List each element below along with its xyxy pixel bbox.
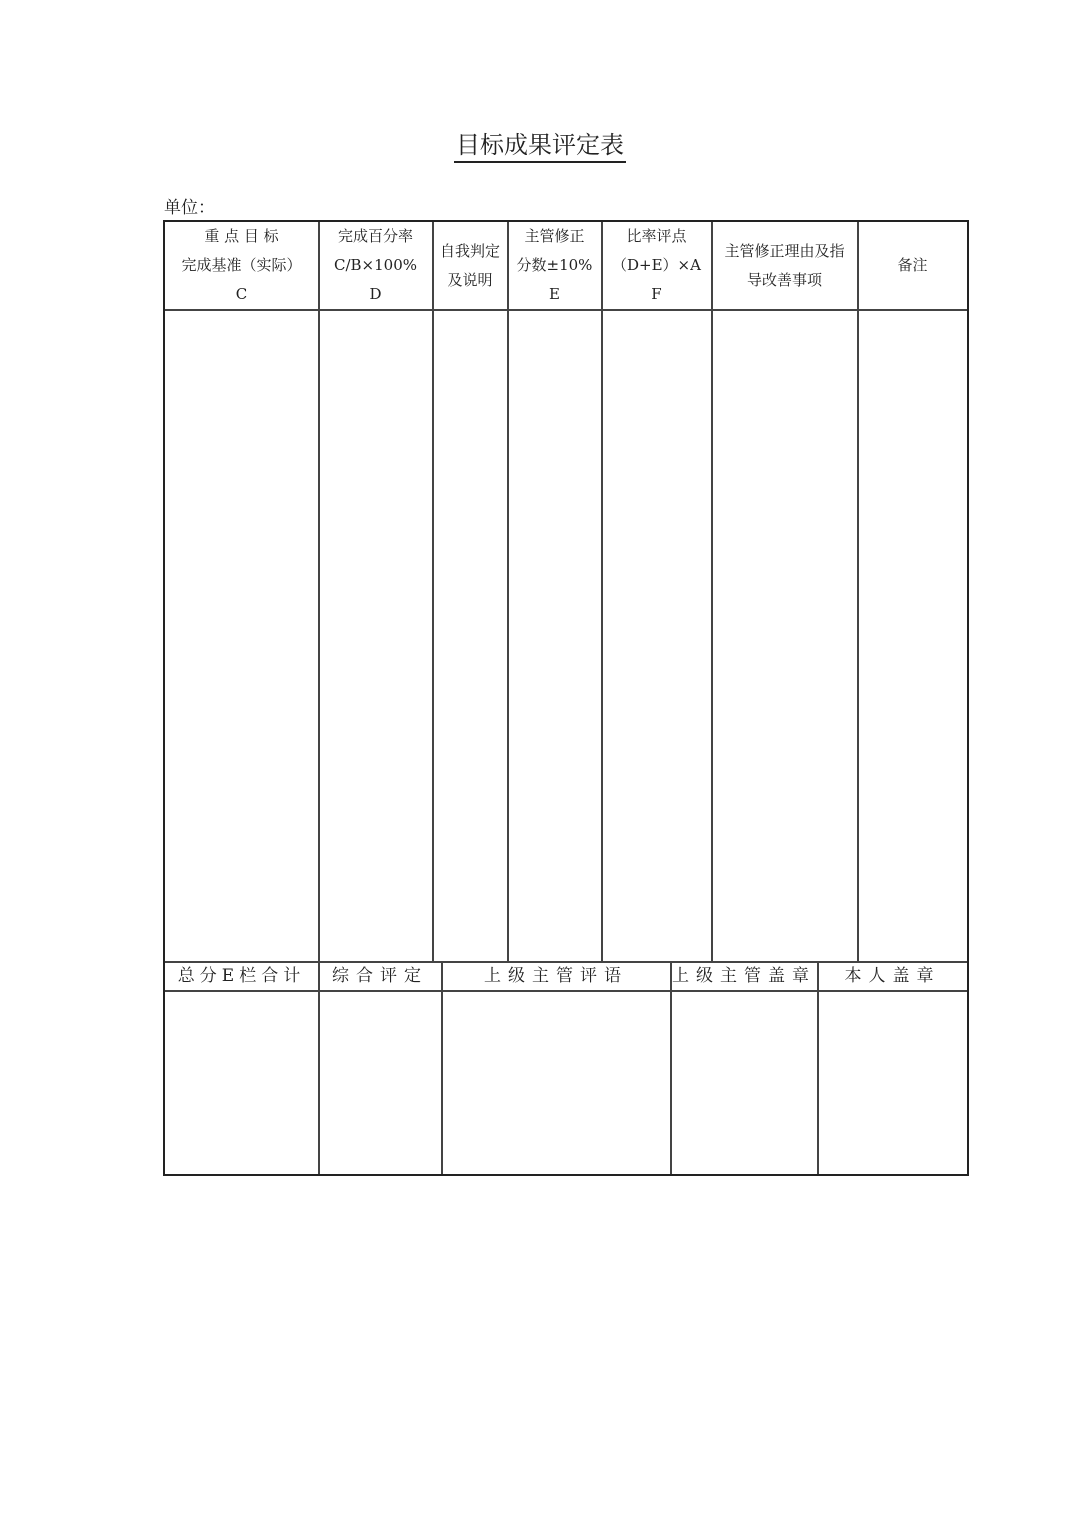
header-key-target-line2: 完成基准（实际） xyxy=(181,256,302,274)
header-supervisor-adjust xyxy=(508,222,601,309)
header-supervisor-adjust-line3: E xyxy=(549,285,560,303)
header-completion-rate xyxy=(319,222,432,309)
body-key-target-area[interactable] xyxy=(165,311,318,961)
footer-own-seal-area[interactable] xyxy=(818,992,967,1174)
header-key-target-line1: 重 点 目 标 xyxy=(204,227,279,245)
header-completion-rate-line3: D xyxy=(369,285,382,303)
header-self-assessment-line1: 自我判定 xyxy=(439,241,500,260)
body-adjust-reason-area[interactable] xyxy=(712,311,857,961)
header-supervisor-adjust-line1: 主管修正 xyxy=(524,227,585,245)
page-title xyxy=(0,128,1080,163)
header-key-target xyxy=(165,222,318,309)
body-supervisor-adjust-area[interactable] xyxy=(508,311,601,961)
footer-overall-rating-area[interactable] xyxy=(319,992,441,1174)
header-remarks xyxy=(858,222,967,309)
footer-supervisor-seal-area[interactable] xyxy=(671,992,817,1174)
header-remarks-label: 备注 xyxy=(897,256,928,274)
header-ratio-score xyxy=(602,222,711,309)
header-adjust-reason-line1: 主管修正理由及指 xyxy=(724,241,845,260)
header-self-assessment-line2: 及说明 xyxy=(447,270,493,289)
header-supervisor-adjust-line2: 分数±10% xyxy=(516,256,593,274)
body-self-assessment-area[interactable] xyxy=(433,311,507,961)
body-ratio-score-area[interactable] xyxy=(602,311,711,961)
evaluation-table xyxy=(163,220,969,1176)
header-adjust-reason-line2: 导改善事项 xyxy=(746,270,822,289)
footer-supervisor-seal-label: 上级主管盖章 xyxy=(672,966,816,986)
body-completion-rate-area[interactable] xyxy=(319,311,432,961)
footer-supervisor-comment-label: 上级主管评语 xyxy=(484,966,628,986)
header-key-target-line3: C xyxy=(235,285,248,303)
unit-label: 单位： xyxy=(164,198,215,218)
header-completion-rate-line2: C/B×100% xyxy=(333,256,417,274)
header-ratio-score-line2: （D+E）×A xyxy=(612,256,701,274)
footer-own-seal-label: 本人盖章 xyxy=(844,966,941,986)
header-completion-rate-line1: 完成百分率 xyxy=(337,227,413,245)
header-adjust-reason xyxy=(712,222,857,309)
footer-supervisor-comment-area[interactable] xyxy=(442,992,670,1174)
header-self-assessment xyxy=(433,222,507,309)
title-text: 目标成果评定表 xyxy=(454,130,626,163)
footer-total-score-label: 总分E栏合计 xyxy=(177,966,306,986)
footer-total-score-area[interactable] xyxy=(165,992,318,1174)
footer-overall-rating-label: 综合评定 xyxy=(332,966,428,986)
header-ratio-score-line3: F xyxy=(651,285,662,303)
body-remarks-area[interactable] xyxy=(858,311,967,961)
header-ratio-score-line1: 比率评点 xyxy=(626,227,687,245)
